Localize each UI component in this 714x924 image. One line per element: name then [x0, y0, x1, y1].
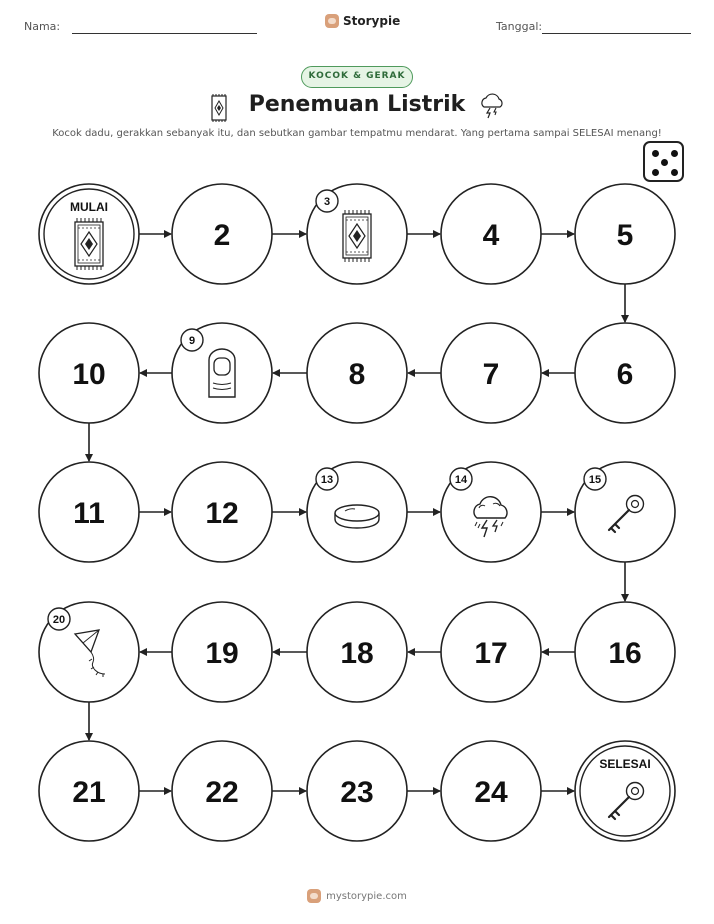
space-number: 2 [213, 219, 231, 252]
board-space-5 [575, 184, 675, 284]
space-number: 3 [323, 196, 331, 208]
board-space-6 [575, 323, 675, 423]
space-number: 20 [52, 614, 66, 626]
board-space-3 [307, 184, 407, 284]
space-number: 15 [588, 474, 602, 486]
space-number: 7 [482, 358, 500, 391]
board-space-23 [307, 741, 407, 841]
name-label: Nama: [24, 20, 61, 33]
space-number: 8 [348, 358, 366, 391]
space-number: 12 [205, 497, 239, 530]
board-space-14 [441, 462, 541, 562]
space-number: 24 [474, 776, 508, 809]
rug-icon [343, 210, 371, 262]
board-space-9 [172, 323, 272, 423]
board-space-11 [39, 462, 139, 562]
brand-name: Storypie [343, 14, 401, 28]
date-label: Tanggal: [496, 20, 543, 33]
space-number: 19 [205, 637, 239, 670]
board-space-18 [307, 602, 407, 702]
finger-icon [209, 349, 235, 397]
footer-url: mystorypie.com [326, 890, 407, 902]
space-number: 23 [340, 776, 374, 809]
space-number: 11 [73, 497, 105, 530]
board-space-4 [441, 184, 541, 284]
space-number: 18 [340, 637, 374, 670]
space-number: 17 [474, 637, 508, 670]
board-space-1 [39, 184, 139, 284]
board-space-19 [172, 602, 272, 702]
space-number: 21 [72, 776, 106, 809]
space-number: 13 [320, 474, 334, 486]
board-space-25 [575, 741, 675, 841]
board-space-13 [307, 462, 407, 562]
board-space-21 [39, 741, 139, 841]
board-space-24 [441, 741, 541, 841]
space-number: 16 [608, 637, 642, 670]
space-number: 14 [454, 474, 468, 486]
space-number: 4 [482, 219, 500, 252]
board-space-22 [172, 741, 272, 841]
board-space-10 [39, 323, 139, 423]
board-space-2 [172, 184, 272, 284]
space-number: 9 [188, 335, 196, 347]
board-space-12 [172, 462, 272, 562]
page-title: Penemuan Listrik [248, 92, 466, 117]
start-label: MULAI [70, 200, 108, 214]
board-spaces [39, 184, 675, 841]
space-number: 6 [616, 358, 634, 391]
storypie-mascot-icon [307, 889, 321, 903]
board-space-16 [575, 602, 675, 702]
board-space-20 [39, 602, 139, 702]
rug-icon [75, 218, 103, 270]
space-number: 22 [205, 776, 239, 809]
board-space-8 [307, 323, 407, 423]
board-space-15 [575, 462, 675, 562]
space-number: 5 [616, 219, 634, 252]
board-space-7 [441, 323, 541, 423]
instructions: Kocok dadu, gerakkan sebanyak itu, dan sebutkan gambar tempatmu mendarat. Yang pertama sampai SELESAI menang! [52, 128, 662, 139]
space-number: 10 [72, 358, 106, 391]
board-space-17 [441, 602, 541, 702]
activity-badge: KOCOK & GERAK [301, 66, 413, 88]
footer [0, 889, 714, 903]
finish-label: SELESAI [599, 757, 651, 771]
space-circle [575, 741, 675, 841]
amber-stone-icon [335, 505, 379, 528]
